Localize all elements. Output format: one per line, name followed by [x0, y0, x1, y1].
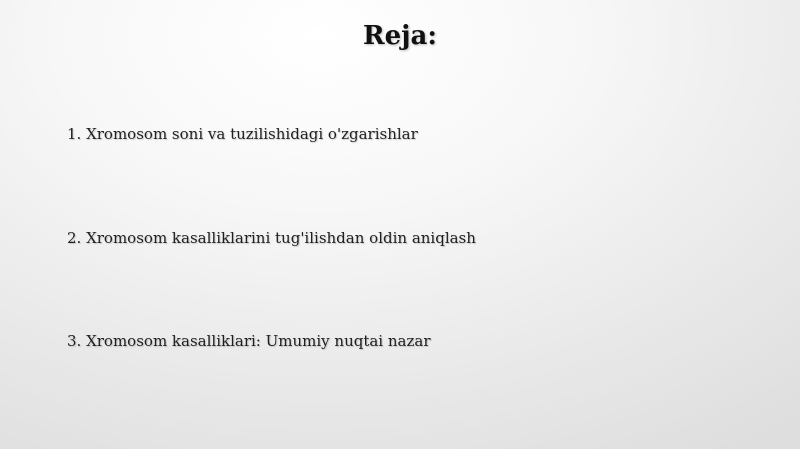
slide-title: Reja: [362, 21, 437, 51]
agenda-item-1: 1. Xromosom soni va tuzilishidagi o'zgarishlar [67, 125, 418, 143]
agenda-item-3: 3. Xromosom kasalliklari: Umumiy nuqtai nazar [67, 332, 431, 350]
agenda-item-2: 2. Xromosom kasalliklarini tug'ilishdan oldin aniqlash [67, 229, 476, 247]
